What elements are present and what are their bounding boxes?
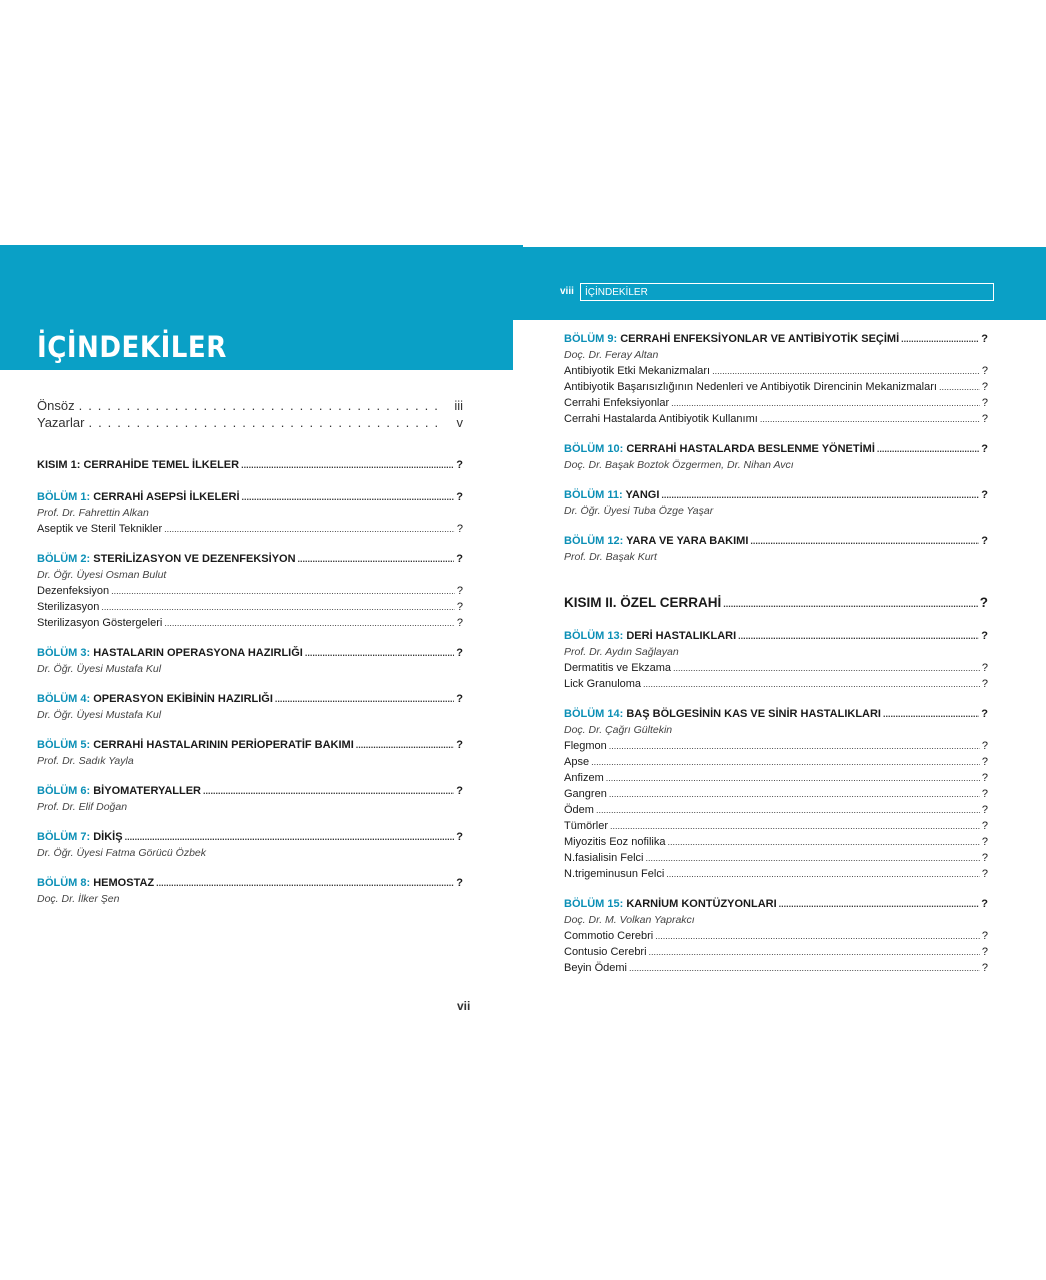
chapter-entry[interactable] [564, 441, 988, 457]
chapter-author: Prof. Dr. Fahrettin Alkan [37, 507, 149, 519]
chapter-author: Prof. Dr. Sadık Yayla [37, 755, 134, 767]
chapter-page: ? [981, 443, 988, 455]
chapter-title: YANGI [625, 489, 660, 501]
leader-dots [661, 487, 979, 503]
chapter-page: ? [981, 708, 988, 720]
section-label: Antibiyotik Etki Mekanizmaları [564, 365, 711, 377]
chapter-page: ? [456, 739, 463, 751]
section-entry[interactable] [564, 944, 988, 960]
leader-dots [275, 691, 454, 707]
chapter-block [564, 487, 988, 519]
leader-dots [84, 414, 443, 431]
section-page: ? [981, 740, 988, 752]
chapter-page: ? [456, 877, 463, 889]
section-page: ? [456, 585, 463, 597]
chapter-entry[interactable] [37, 645, 463, 661]
chapter-block [564, 441, 988, 473]
leader-dots [242, 489, 455, 505]
section-entry[interactable] [564, 363, 988, 379]
chapter-author: Doç. Dr. Feray Altan [564, 349, 659, 361]
chapter-entry[interactable] [37, 691, 463, 707]
leader-dots [591, 754, 980, 770]
section-entry[interactable] [564, 834, 988, 850]
chapter-block [37, 875, 463, 907]
chapter-number: BÖLÜM 13: [564, 630, 624, 642]
part-page: ? [456, 459, 463, 471]
chapter-number: BÖLÜM 8: [37, 877, 91, 889]
section-label: Dermatitis ve Ekzama [564, 662, 671, 674]
section-page: ? [981, 772, 988, 784]
section-page: ? [981, 852, 988, 864]
section-page: ? [981, 365, 988, 377]
running-header [560, 283, 996, 303]
chapter-entry[interactable] [37, 875, 463, 891]
section-page: ? [981, 678, 988, 690]
chapter-page: ? [981, 535, 988, 547]
chapter-block [37, 489, 463, 537]
leader-dots [164, 521, 455, 537]
section-entry[interactable] [564, 818, 988, 834]
section-page: ? [981, 804, 988, 816]
leader-dots [164, 615, 455, 631]
chapter-number: BÖLÜM 15: [564, 898, 624, 910]
leader-dots [609, 738, 980, 754]
leader-dots [671, 395, 980, 411]
section-entry[interactable] [564, 411, 988, 427]
chapter-title: YARA VE YARA BAKIMI [626, 535, 749, 547]
leader-dots [738, 628, 979, 644]
chapter-title: CERRAHİ ENFEKSİYONLAR VE ANTİBİYOTİK SEÇİMİ [620, 333, 900, 345]
section-label: Gangren [564, 788, 607, 800]
part-page: ? [979, 595, 988, 610]
section-entry[interactable] [564, 676, 988, 692]
chapter-entry[interactable] [564, 628, 988, 644]
chapter-block [564, 706, 988, 882]
section-entry[interactable] [564, 866, 988, 882]
chapter-page: ? [981, 898, 988, 910]
chapter-entry[interactable] [564, 533, 988, 549]
section-label: Apse [564, 756, 590, 768]
section-label: Aseptik ve Steril Teknikler [37, 523, 163, 535]
leader-dots [111, 583, 455, 599]
section-page: ? [981, 413, 988, 425]
chapter-title: KARNİUM KONTÜZYONLARI [626, 898, 777, 910]
band-divider [513, 320, 523, 370]
leader-dots [305, 645, 454, 661]
chapter-title: HASTALARIN OPERASYONA HAZIRLIĞI [93, 647, 303, 659]
part-heading[interactable] [37, 457, 463, 473]
left-chapter-list [37, 489, 463, 907]
section-label: N.fasialisin Felci [564, 852, 644, 864]
section-entry[interactable] [564, 754, 988, 770]
chapter-block [564, 533, 988, 565]
chapter-block [37, 829, 463, 861]
section-entry[interactable] [37, 599, 463, 615]
section-label: Sterilizasyon [37, 601, 100, 613]
chapter-block [37, 783, 463, 815]
chapter-number: BÖLÜM 3: [37, 647, 91, 659]
leader-dots [779, 896, 980, 912]
chapter-page: ? [981, 630, 988, 642]
section-entry[interactable] [37, 521, 463, 537]
chapter-entry[interactable] [37, 783, 463, 799]
section-label: Ödem [564, 804, 594, 816]
section-page: ? [456, 523, 463, 535]
chapter-title: OPERASYON EKİBİNİN HAZIRLIĞI [93, 693, 273, 705]
section-label: Contusio Cerebri [564, 946, 647, 958]
leader-dots [712, 363, 980, 379]
chapter-block [564, 628, 988, 692]
chapter-number: BÖLÜM 9: [564, 333, 618, 345]
section-entry[interactable] [564, 395, 988, 411]
section-label: Tümörler [564, 820, 609, 832]
page-folio: vii [457, 999, 471, 1013]
chapter-entry[interactable] [37, 551, 463, 567]
section-entry[interactable] [564, 770, 988, 786]
chapter-entry[interactable] [37, 489, 463, 505]
leader-dots [723, 596, 977, 612]
front-matter-page: iii [454, 398, 463, 413]
chapter-block [37, 691, 463, 723]
section-page: ? [981, 756, 988, 768]
leader-dots [101, 599, 455, 615]
section-label: Cerrahi Enfeksiyonlar [564, 397, 670, 409]
chapter-entry[interactable] [564, 331, 988, 347]
right-chapter-list-b [564, 628, 988, 976]
leader-dots [596, 802, 980, 818]
section-label: Cerrahi Hastalarda Antibiyotik Kullanımı [564, 413, 758, 425]
leader-dots [939, 379, 980, 395]
chapter-page: ? [981, 333, 988, 345]
section-entry[interactable] [564, 960, 988, 976]
chapter-page: ? [456, 491, 463, 503]
chapter-block [564, 331, 988, 427]
right-toc-column [564, 317, 988, 976]
chapter-page: ? [456, 831, 463, 843]
chapter-title: STERİLİZASYON VE DEZENFEKSİYON [93, 553, 296, 565]
leader-dots [649, 944, 980, 960]
section-label: Commotio Cerebri [564, 930, 654, 942]
section-page: ? [981, 868, 988, 880]
chapter-number: BÖLÜM 1: [37, 491, 91, 503]
front-matter-row[interactable] [37, 397, 463, 414]
chapter-number: BÖLÜM 7: [37, 831, 91, 843]
section-page: ? [981, 662, 988, 674]
leader-dots [609, 786, 980, 802]
chapter-author: Dr. Öğr. Üyesi Tuba Özge Yaşar [564, 505, 714, 517]
chapter-number: BÖLÜM 14: [564, 708, 624, 720]
section-page: ? [456, 601, 463, 613]
chapter-block [37, 645, 463, 677]
section-label: Antibiyotik Başarısızlığının Nedenleri ve Antibiyotik Direncinin Mekanizmaları [564, 381, 937, 393]
running-header-title: İÇİNDEKİLER [580, 283, 994, 301]
leader-dots [667, 834, 979, 850]
leader-dots [645, 850, 979, 866]
section-entry[interactable] [37, 615, 463, 631]
chapter-title: CERRAHİ HASTALARDA BESLENME YÖNETİMİ [626, 443, 875, 455]
leader-dots [356, 737, 454, 753]
chapter-page: ? [981, 489, 988, 501]
right-chapter-list-a [564, 331, 988, 565]
section-label: Lick Granuloma [564, 678, 642, 690]
chapter-title: BİYOMATERYALLER [93, 785, 201, 797]
section-entry[interactable] [564, 786, 988, 802]
front-matter-label: Yazarlar [37, 415, 85, 430]
chapter-title: CERRAHİ HASTALARININ PERİOPERATİF BAKIMI [93, 739, 354, 751]
section-entry[interactable] [564, 928, 988, 944]
leader-dots [673, 660, 980, 676]
leader-dots [156, 875, 454, 891]
chapter-author: Dr. Öğr. Üyesi Fatma Görücü Özbek [37, 847, 207, 859]
section-entry[interactable] [564, 660, 988, 676]
section-entry[interactable] [37, 583, 463, 599]
chapter-page: ? [456, 647, 463, 659]
leader-dots [75, 397, 443, 414]
leader-dots [203, 783, 454, 799]
front-matter-label: Önsöz [37, 398, 75, 413]
leader-dots [610, 818, 980, 834]
leader-dots [643, 676, 980, 692]
chapter-page: ? [456, 785, 463, 797]
leader-dots [298, 551, 455, 567]
part-heading[interactable] [564, 595, 988, 612]
chapter-author: Dr. Öğr. Üyesi Mustafa Kul [37, 663, 162, 675]
section-label: N.trigeminusun Felci [564, 868, 665, 880]
chapter-number: BÖLÜM 5: [37, 739, 91, 751]
chapter-author: Doç. Dr. Çağrı Gültekin [564, 724, 673, 736]
chapter-title: HEMOSTAZ [93, 877, 155, 889]
section-page: ? [981, 397, 988, 409]
leader-dots [666, 866, 980, 882]
chapter-author: Prof. Dr. Aydın Sağlayan [564, 646, 679, 658]
front-matter-page: v [456, 415, 463, 430]
chapter-page: ? [456, 693, 463, 705]
chapter-author: Doç. Dr. Başak Boztok Özgermen, Dr. Nihan Avcı [564, 459, 794, 471]
chapter-number: BÖLÜM 4: [37, 693, 91, 705]
section-page: ? [981, 820, 988, 832]
chapter-author: Doç. Dr. İlker Şen [37, 893, 120, 905]
leader-dots [241, 457, 454, 473]
section-entry[interactable] [564, 802, 988, 818]
leader-dots [883, 706, 979, 722]
leader-dots [750, 533, 979, 549]
chapter-number: BÖLÜM 2: [37, 553, 91, 565]
leader-dots [760, 411, 980, 427]
chapter-title: BAŞ BÖLGESİNİN KAS VE SİNİR HASTALIKLARI [626, 708, 881, 720]
chapter-author: Doç. Dr. M. Volkan Yaprakcı [564, 914, 695, 926]
section-page: ? [981, 946, 988, 958]
chapter-page: ? [456, 553, 463, 565]
chapter-author: Prof. Dr. Başak Kurt [564, 551, 657, 563]
leader-dots [125, 829, 455, 845]
section-page: ? [981, 381, 988, 393]
section-label: Flegmon [564, 740, 607, 752]
section-label: Sterilizasyon Göstergeleri [37, 617, 163, 629]
section-label: Anfizem [564, 772, 604, 784]
chapter-author: Prof. Dr. Elif Doğan [37, 801, 128, 813]
section-entry[interactable] [564, 379, 988, 395]
chapter-title: CERRAHİ ASEPSİ İLKELERİ [93, 491, 240, 503]
part-label: KISIM II. ÖZEL CERRAHİ [564, 595, 722, 610]
chapter-entry[interactable] [564, 487, 988, 503]
chapter-author: Dr. Öğr. Üyesi Osman Bulut [37, 569, 167, 581]
section-label: Beyin Ödemi [564, 962, 627, 974]
section-label: Miyozitis Eoz nofilika [564, 836, 666, 848]
chapter-number: BÖLÜM 11: [564, 489, 623, 501]
chapter-author: Dr. Öğr. Üyesi Mustafa Kul [37, 709, 162, 721]
left-toc-column [37, 397, 463, 907]
leader-dots [877, 441, 979, 457]
chapter-entry[interactable] [37, 737, 463, 753]
section-entry[interactable] [564, 738, 988, 754]
chapter-number: BÖLÜM 12: [564, 535, 624, 547]
section-page: ? [981, 788, 988, 800]
chapter-entry[interactable] [564, 896, 988, 912]
running-header-page-number: viii [560, 286, 574, 297]
chapter-title: DİKİŞ [93, 831, 123, 843]
chapter-entry[interactable] [37, 829, 463, 845]
chapter-number: BÖLÜM 10: [564, 443, 624, 455]
leader-dots [655, 928, 980, 944]
chapter-block [37, 737, 463, 769]
section-page: ? [456, 617, 463, 629]
leader-dots [629, 960, 980, 976]
front-matter-row[interactable] [37, 414, 463, 431]
section-entry[interactable] [564, 850, 988, 866]
section-page: ? [981, 836, 988, 848]
page-title: İÇİNDEKİLER [37, 330, 227, 364]
chapter-block [37, 551, 463, 631]
chapter-block [564, 896, 988, 976]
section-page: ? [981, 962, 988, 974]
chapter-title: DERİ HASTALIKLARI [626, 630, 737, 642]
part-label: KISIM 1: CERRAHİDE TEMEL İLKELER [37, 459, 240, 471]
leader-dots [901, 331, 979, 347]
leader-dots [606, 770, 980, 786]
chapter-number: BÖLÜM 6: [37, 785, 91, 797]
chapter-entry[interactable] [564, 706, 988, 722]
section-page: ? [981, 930, 988, 942]
section-label: Dezenfeksiyon [37, 585, 110, 597]
